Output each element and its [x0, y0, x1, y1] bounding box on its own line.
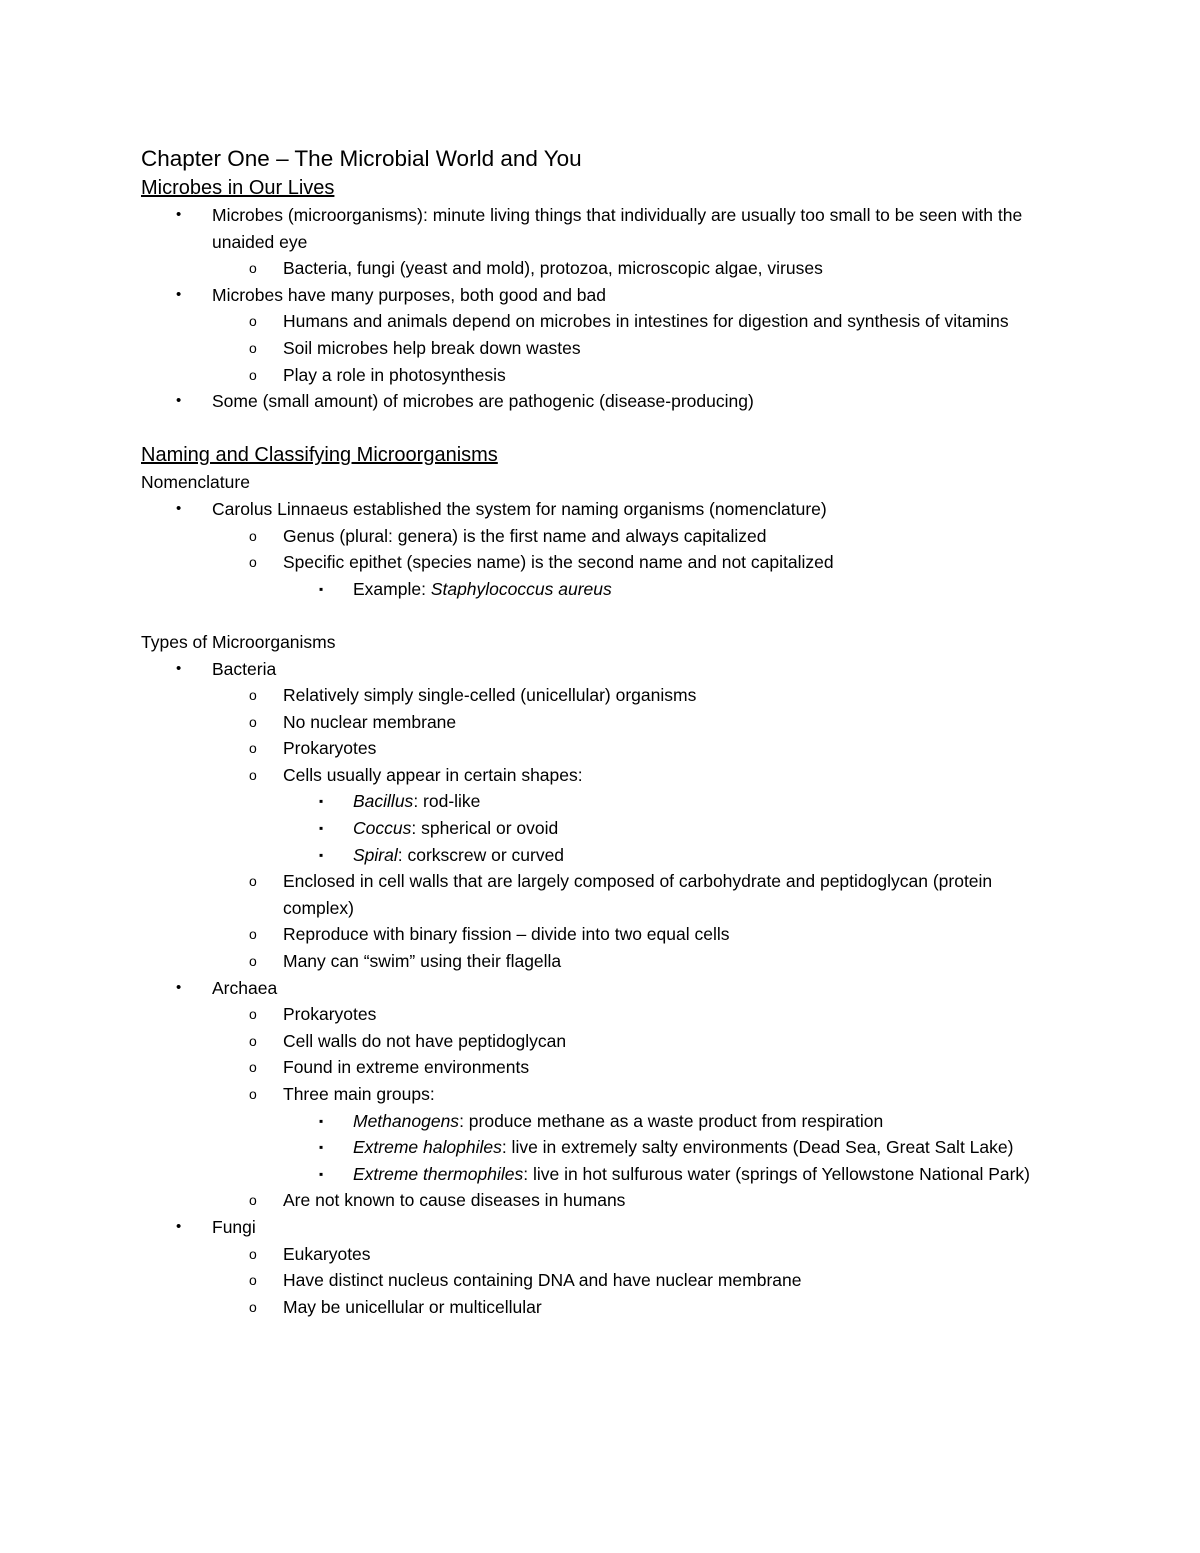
list-item: • Microbes (microorganisms): minute living things that individually are usually too small to be seen with the unaided eye: [141, 202, 1062, 255]
list-item: • Some (small amount) of microbes are pathogenic (disease-producing): [141, 388, 1061, 415]
bullet-marker: •: [176, 1217, 182, 1235]
bullet-marker: ▪: [319, 1113, 324, 1128]
list-item: • Archaea: [141, 975, 1061, 1002]
section-heading-naming: Naming and Classifying Microorganisms: [141, 444, 498, 467]
bullet-marker: o: [249, 1192, 257, 1209]
bullet-marker: o: [249, 1059, 257, 1076]
list-item: o No nuclear membrane: [141, 709, 1061, 736]
list-item: o Prokaryotes: [141, 735, 1061, 762]
list-item: • Microbes have many purposes, both good and bad: [141, 282, 1061, 309]
bullet-marker: o: [249, 1006, 257, 1023]
bullet-marker: o: [249, 740, 257, 757]
bullet-marker: o: [249, 1245, 257, 1262]
bullet-marker: •: [176, 285, 182, 303]
list-item: o Found in extreme environments: [141, 1054, 1061, 1081]
bullet-marker: o: [249, 713, 257, 730]
list-item: ▪ Spiral: corkscrew or curved: [141, 842, 1061, 869]
bullet-marker: o: [249, 926, 257, 943]
list-item: • Bacteria: [141, 656, 1061, 683]
subheading-types: Types of Microorganisms: [141, 631, 336, 652]
bullet-marker: o: [249, 1032, 257, 1049]
bullet-marker: •: [176, 499, 182, 517]
bullet-marker: o: [249, 687, 257, 704]
list-item: o Reproduce with binary fission – divide into two equal cells: [141, 921, 1061, 948]
bullet-marker: o: [249, 527, 257, 544]
list-item: o Enclosed in cell walls that are largely composed of carbohydrate and peptidoglycan (protein complex): [141, 868, 1043, 921]
bullet-marker: ▪: [319, 821, 324, 836]
list-item: o Bacteria, fungi (yeast and mold), protozoa, microscopic algae, viruses: [141, 255, 1061, 282]
list-item: o Have distinct nucleus containing DNA and have nuclear membrane: [141, 1267, 1061, 1294]
list-item: o Relatively simply single-celled (unicellular) organisms: [141, 682, 1061, 709]
species-name: Staphylococcus aureus: [430, 578, 612, 599]
list-item: • Carolus Linnaeus established the system for naming organisms (nomenclature): [141, 496, 1061, 523]
subheading-nomenclature: Nomenclature: [141, 472, 250, 493]
bullet-marker: o: [249, 1298, 257, 1315]
spacer: [141, 415, 1061, 442]
list-item: o May be unicellular or multicellular: [141, 1294, 1061, 1321]
list-item: o Genus (plural: genera) is the first name and always capitalized: [141, 523, 1061, 550]
list-item: o Soil microbes help break down wastes: [141, 335, 1061, 362]
bullet-marker: o: [249, 953, 257, 970]
list-item: ▪ Coccus: spherical or ovoid: [141, 815, 1061, 842]
spacer: [141, 602, 1061, 629]
bullet-marker: ▪: [319, 1166, 324, 1181]
bullet-marker: o: [249, 366, 257, 383]
list-item: o Are not known to cause diseases in humans: [141, 1187, 1061, 1214]
list-item: ▪ Methanogens: produce methane as a waste product from respiration: [141, 1108, 1061, 1135]
list-item: o Eukaryotes: [141, 1241, 1061, 1268]
list-item: ▪ Bacillus: rod-like: [141, 788, 1061, 815]
bullet-marker: ▪: [319, 794, 324, 809]
bullet-marker: o: [249, 313, 257, 330]
section-heading-microbes: Microbes in Our Lives: [141, 177, 335, 199]
bullet-marker: ▪: [319, 1140, 324, 1155]
bullet-marker: o: [249, 1272, 257, 1289]
bullet-marker: o: [249, 554, 257, 571]
list-item: • Fungi: [141, 1214, 1061, 1241]
list-item: o Three main groups:: [141, 1081, 1061, 1108]
bullet-marker: o: [249, 873, 257, 890]
list-item: ▪ Example: Staphylococcus aureus: [141, 576, 1061, 603]
bullet-marker: •: [176, 978, 182, 996]
list-item: o Prokaryotes: [141, 1001, 1061, 1028]
list-item: o Cells usually appear in certain shapes:: [141, 762, 1061, 789]
bullet-marker: ▪: [319, 581, 324, 596]
bullet-marker: o: [249, 260, 257, 277]
chapter-title: Chapter One – The Microbial World and You: [141, 146, 582, 171]
list-item: ▪ Extreme halophiles: live in extremely salty environments (Dead Sea, Great Salt Lake): [141, 1134, 1043, 1161]
list-item: o Specific epithet (species name) is the second name and not capitalized: [141, 549, 1061, 576]
bullet-marker: o: [249, 1086, 257, 1102]
bullet-marker: •: [176, 206, 182, 223]
list-item: o Play a role in photosynthesis: [141, 362, 1061, 389]
document-body: [141, 144, 1061, 1320]
list-item: ▪ Extreme thermophiles: live in hot sulfurous water (springs of Yellowstone National Park): [141, 1161, 1043, 1188]
bullet-marker: o: [249, 339, 257, 356]
bullet-marker: •: [176, 659, 182, 677]
bullet-marker: •: [176, 392, 182, 410]
list-item: o Cell walls do not have peptidoglycan: [141, 1028, 1061, 1055]
list-item: o Humans and animals depend on microbes in intestines for digestion and synthesis of vitamins: [141, 308, 1043, 335]
bullet-marker: ▪: [319, 847, 324, 862]
list-item: o Many can “swim” using their flagella: [141, 948, 1061, 975]
bullet-marker: o: [249, 766, 257, 783]
